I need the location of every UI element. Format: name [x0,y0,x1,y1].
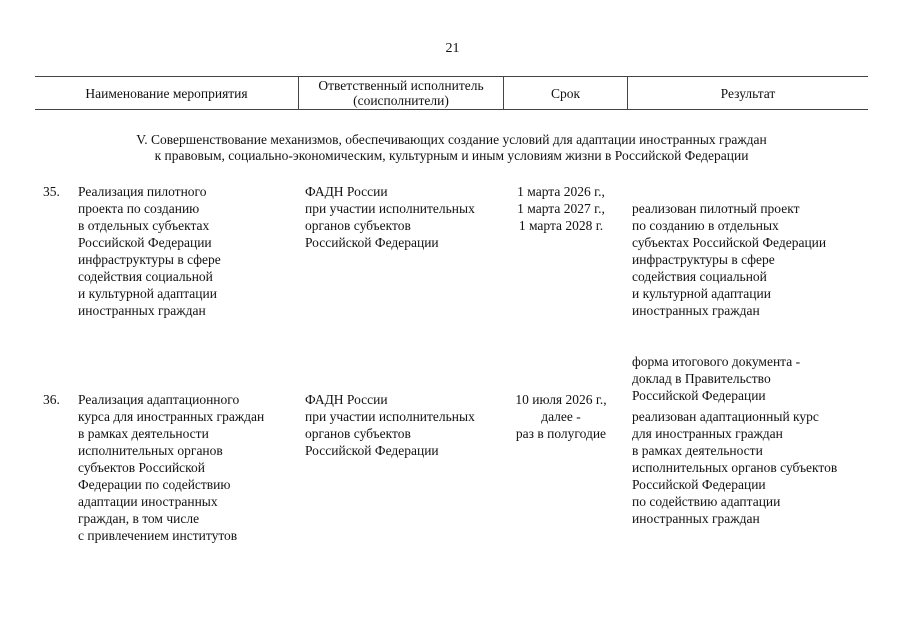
row-result [632,183,868,421]
row-term: 1 марта 2026 г., 1 марта 2027 г., 1 марта 2028 г. [517,184,605,233]
row-responsible: ФАДН России при участии исполнительных органов субъектов Российской Федерации [305,392,475,458]
table-header [35,76,868,110]
section-title [35,132,868,164]
header-col-result: Результат [627,77,868,109]
section-title-line-1: V. Совершенствование механизмов, обеспечивающих создание условий для адаптации иностранных граждан [136,132,767,147]
row-term: 10 июля 2026 г., далее - раз в полугодие [515,392,607,441]
row-activity-name: Реализация пилотного проекта по созданию в отдельных субъектах Российской Федерации инфраструктуры в сфере содействия социальной и культурной адаптации иностранных граждан [78,184,221,318]
row-result-text: реализован пилотный проект по созданию в отдельных субъектах Российской Федерации инфраструктуры в сфере содействия социальной и культурной адаптации иностранных граждан [632,201,827,318]
header-col-responsible: Ответственный исполнитель (соисполнители) [298,77,503,109]
page-number: 21 [445,41,460,56]
header-col-term: Срок [503,77,627,109]
row-number: 35. [43,184,60,199]
row-result-note: форма итогового документа - доклад в Правительство Российской Федерации [632,354,801,403]
section-title-line-2: к правовым, социально-экономическим, культурным и иным условиям жизни в Российской Федерации [154,148,749,163]
row-result-text: реализован адаптационный курс для иностранных граждан в рамках деятельности исполнительных органов субъектов Российской Федерации по содействию адаптации иностранных граждан [632,409,838,526]
row-responsible: ФАДН России при участии исполнительных органов субъектов Российской Федерации [305,184,475,250]
row-result [632,391,868,544]
row-activity-name: Реализация адаптационного курса для иностранных граждан в рамках деятельности исполнительных органов субъектов Российской Федерации по содействию адаптации иностранных граждан, в том числе с привлечением институтов [78,392,265,543]
row-number: 36. [43,392,60,407]
header-col-name: Наименование мероприятия [85,85,248,101]
